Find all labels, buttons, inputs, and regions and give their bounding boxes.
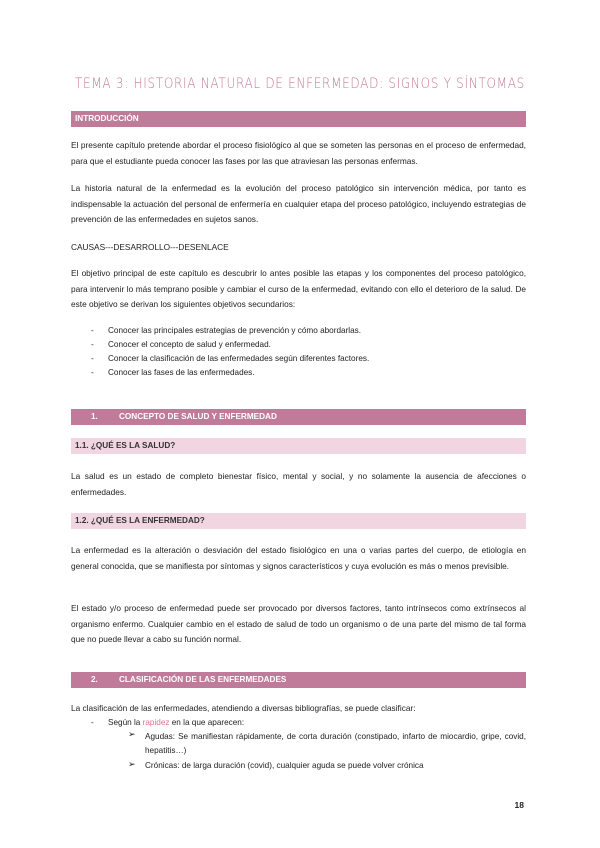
list-dash: - [91, 340, 94, 349]
intro-paragraph-1: El presente capítulo pretende abordar el proceso fisiológico al que se someten las personas en el proceso de enfermedad, para que el estudiante pueda conocer las fases por las que atraviesan las personas enfermas. [71, 140, 526, 166]
salud-definition: La salud es un estado de completo bienestar físico, mental y social, y no solamente la ausencia de afecciones o enfermedades. [71, 471, 526, 497]
subsection-1-1-heading: 1.1. ¿QUÉ ES LA SALUD? [75, 441, 176, 450]
enfermedad-factors: El estado y/o proceso de enfermedad puede ser provocado por diversos factores, tanto intrínsecos como extrínsecos al organismo enfermo. Cualquier cambio en el estado de salud de todo un organismo o de una parte del mismo de tal forma que no puede llevar a cabo su función normal. [71, 603, 526, 644]
rapidez-highlight: rapidez [142, 718, 170, 727]
list-item: Conocer el concepto de salud y enfermedad. [108, 340, 271, 349]
cronicas-item: Crónicas: de larga duración (covid), cualquier aguda se puede volver crónica [145, 761, 424, 770]
list-dash: - [91, 718, 94, 727]
section-2-number: 2. [91, 675, 98, 684]
enfermedad-definition: La enfermedad es la alteración o desviación del estado fisiológico en una o varias partes del cuerpo, de etiología en general conocida, que se manifiesta por síntomas y signos característicos y cuya evolución es más o menos previsible. [71, 545, 526, 571]
causas-line: CAUSAS---DESARROLLO---DESENLACE [71, 242, 229, 252]
arrow-bullet-icon: ➢ [128, 729, 136, 739]
list-item: Conocer las principales estrategias de prevención y cómo abordarlas. [108, 326, 362, 335]
list-dash: - [91, 326, 94, 335]
section-2-heading: CLASIFICACIÓN DE LAS ENFERMEDADES [119, 675, 287, 684]
section-2-heading-bar [71, 672, 526, 688]
agudas-item: Agudas: Se manifiestan rápidamente, de corta duración (constipado, infarto de miocardio, gripe, covid, hepatitis…) [145, 732, 526, 755]
page-title: TEMA 3: HISTORIA NATURAL DE ENFERMEDAD: SIGNOS Y SÍNTOMAS [75, 76, 525, 92]
subsection-1-2-heading: 1.2. ¿QUÉ ES LA ENFERMEDAD? [75, 516, 205, 525]
intro-heading-bar [71, 111, 526, 127]
list-item: Conocer la clasificación de las enfermedades según diferentes factores. [108, 354, 370, 363]
section-1-number: 1. [91, 412, 98, 421]
subsection-1-1-bar [71, 438, 526, 454]
arrow-bullet-icon: ➢ [128, 759, 136, 769]
list-dash: - [91, 368, 94, 377]
classification-intro: La clasificación de las enfermedades, atendiendo a diversas bibliografías, se puede clasificar: [71, 703, 416, 713]
list-item: Conocer las fases de las enfermedades. [108, 368, 255, 377]
intro-paragraph-3: El objetivo principal de este capítulo es descubrir lo antes posible las etapas y los componentes del proceso patológico, para intervenir lo más temprano posible y cambiar el curso de la enfermedad, evitando con ello el deterioro de la salud. De este objetivo se derivan los siguientes objetivos secundarios: [71, 268, 526, 309]
list-dash: - [91, 354, 94, 363]
intro-paragraph-2: La historia natural de la enfermedad es la evolución del proceso patológico sin intervención médica, por tanto es indispensable la actuación del personal de enfermería en cualquier etapa del proceso patológico, incluyendo estrategias de prevención de las enfermedades en sujetos sanos. [71, 183, 526, 224]
classification-item [108, 716, 244, 730]
section-1-heading-bar [71, 409, 526, 425]
section-1-heading: CONCEPTO DE SALUD Y ENFERMEDAD [119, 412, 277, 421]
classification-item-prefix: Según la [108, 718, 143, 727]
subsection-1-2-bar [71, 513, 526, 529]
intro-heading: INTRODUCCIÓN [75, 114, 139, 123]
classification-item-suffix: en la que aparecen: [169, 718, 245, 727]
page-number: 18 [514, 800, 524, 810]
